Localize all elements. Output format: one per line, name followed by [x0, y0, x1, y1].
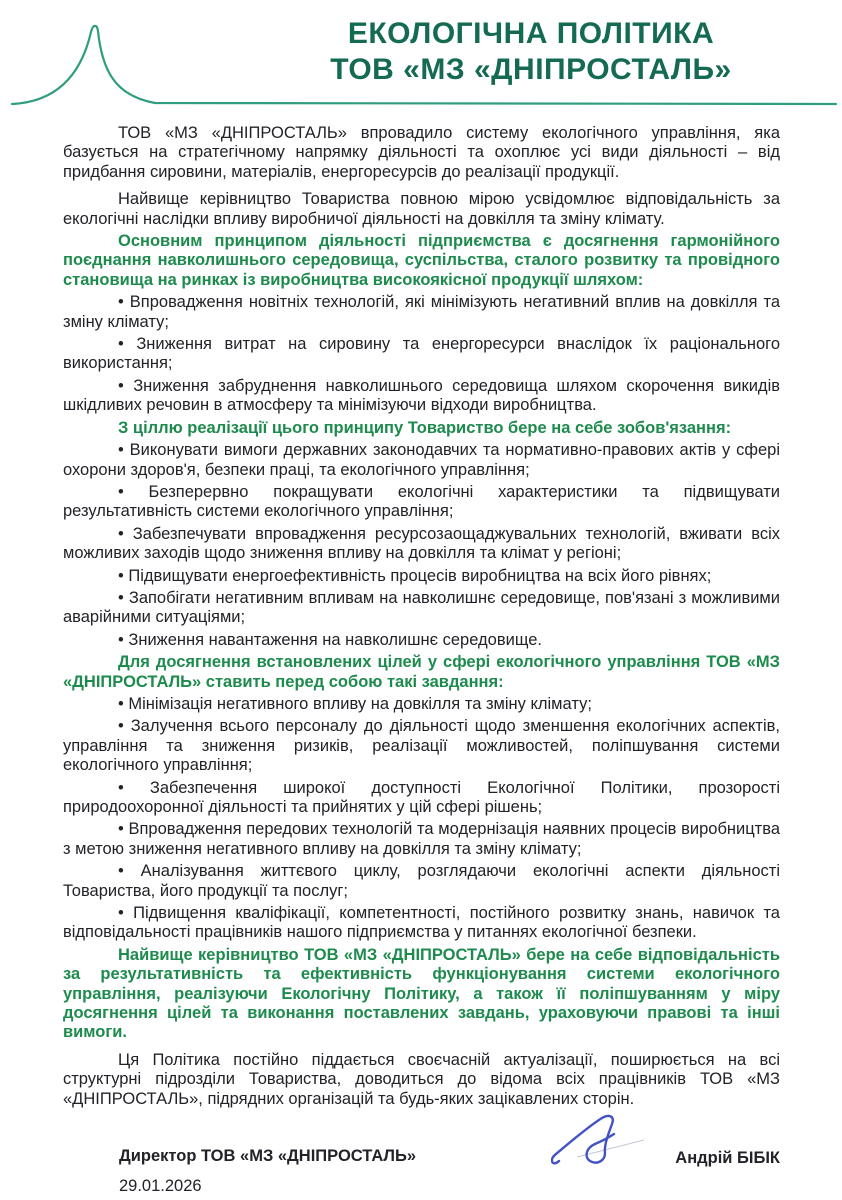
- bullet-item: • Підвищувати енергоефективність процесів виробництва на всіх його рівнях;: [118, 566, 712, 585]
- director-title: Директор ТОВ «МЗ «ДНІПРОСТАЛЬ»: [119, 1147, 417, 1166]
- signature-handwriting: [551, 1111, 651, 1169]
- section-heading: Основним принципом діяльності підприємства є досягнення гармонійного поєднання навколишнього середовища, суспільства, сталого розвитку та провідного становища на ринках із виробництва високоякісної продукції шляхом:: [63, 232, 780, 289]
- bullet-item: • Запобігати негативним впливам на навколишнє середовище, пов'язані з можливими аварійними ситуаціями;: [63, 588, 780, 627]
- bullet-item: • Мінімізація негативного впливу на довкілля та зміну клімату;: [118, 694, 592, 713]
- document-title: [260, 16, 802, 88]
- bullet-item: • Забезпечення широкої доступності Екологічної Політики, прозорості природоохоронної діяльності та прийнятих у цій сфері рішень;: [63, 778, 780, 816]
- section-heading: З ціллю реалізації цього принципу Товариство бере на себе зобов'язання:: [118, 418, 732, 437]
- section-heading: Для досягнення встановлених цілей у сфері екологічного управління ТОВ «МЗ «ДНІПРОСТАЛЬ» ставить перед собою такі завдання:: [63, 653, 780, 691]
- bullet-item: • Впровадження новітніх технологій, які мінімізують негативний вплив на довкілля та зміну клімату;: [63, 293, 780, 331]
- paragraph: Ця Політика постійно піддається своєчасній актуалізації, поширюється на всі структурні підрозділи Товариства, доводиться до відома всіх працівників ТОВ «МЗ «ДНІПРОСТАЛЬ», підрядних організацій та будь-яких зацікавлених сторін.: [63, 1050, 780, 1108]
- bullet-item: • Зниження навантаження на навколишнє середовище.: [118, 630, 542, 649]
- bullet-item: • Безперервно покращувати екологічні характеристики та підвищувати результативність системи екологічного управління;: [63, 482, 780, 521]
- bullet-item: • Зниження забруднення навколишнього середовища шляхом скорочення викидів шкідливих речовин в атмосферу та мінімізуючи відходи виробництва.: [63, 376, 780, 415]
- document-title-line1: ЕКОЛОГІЧНА ПОЛІТИКА: [347, 17, 715, 50]
- document-header: [0, 0, 842, 112]
- paragraph: ТОВ «МЗ «ДНІПРОСТАЛЬ» впровадило систему екологічного управління, яка базується на стратегічному напрямку діяльності та охоплює усі види діяльності – від придбання сировини, матеріалів, енергоресурсів до реалізації продукції.: [63, 124, 780, 181]
- section-heading: Найвище керівництво ТОВ «МЗ «ДНІПРОСТАЛЬ» бере на себе відповідальність за результативність та ефективність функціонування системи екологічного управління, реалізуючи Екологічну Політику, а також її поліпшуванням у міру досягнення цілей та виконання поставлених завдань, ураховуючи правові та інші вимоги.: [63, 945, 780, 1042]
- signature-block: [63, 1135, 780, 1200]
- signer-name: Андрій БІБІК: [675, 1149, 780, 1168]
- bullet-item: • Підвищення кваліфікації, компетентності, постійного розвитку знань, навичок та відповідальності працівників нашого підприємства у питаннях екологічної безпеки.: [63, 904, 780, 942]
- policy-body: [63, 124, 780, 1109]
- document-title-line2: ТОВ «МЗ «ДНІПРОСТАЛЬ»: [330, 53, 732, 86]
- bullet-item: • Залучення всього персоналу до діяльності щодо зменшення екологічних аспектів, управління та зниження ризиків, реалізації можливостей, поліпшування системи екологічного управління;: [63, 717, 780, 775]
- bullet-item: • Впровадження передових технологій та модернізація наявних процесів виробництва з метою зниження негативного впливу на довкілля та зміну клімату;: [63, 820, 780, 858]
- bullet-item: • Аналізування життєвого циклу, розглядаючи екологічні аспекти діяльності Товариства, його продукції та послуг;: [63, 862, 780, 900]
- bullet-item: • Виконувати вимоги державних законодавчих та нормативно-правових актів у сфері охорони здоров'я, безпеки праці, та екологічного управління;: [63, 441, 780, 479]
- bullet-item: • Зниження витрат на сировину та енергоресурси внаслідок їх раціонального використання;: [63, 335, 780, 373]
- bullet-item: • Забезпечувати впровадження ресурсозаощаджувальних технологій, вживати всіх можливих заходів щодо зниження впливу на довкілля та клімат у регіоні;: [63, 524, 780, 563]
- document-date: 29.01.2026: [119, 1177, 202, 1196]
- paragraph: Найвище керівництво Товариства повною мірою усвідомлює відповідальність за екологічні наслідки впливу виробничої діяльності на довкілля та зміну клімату.: [63, 190, 780, 228]
